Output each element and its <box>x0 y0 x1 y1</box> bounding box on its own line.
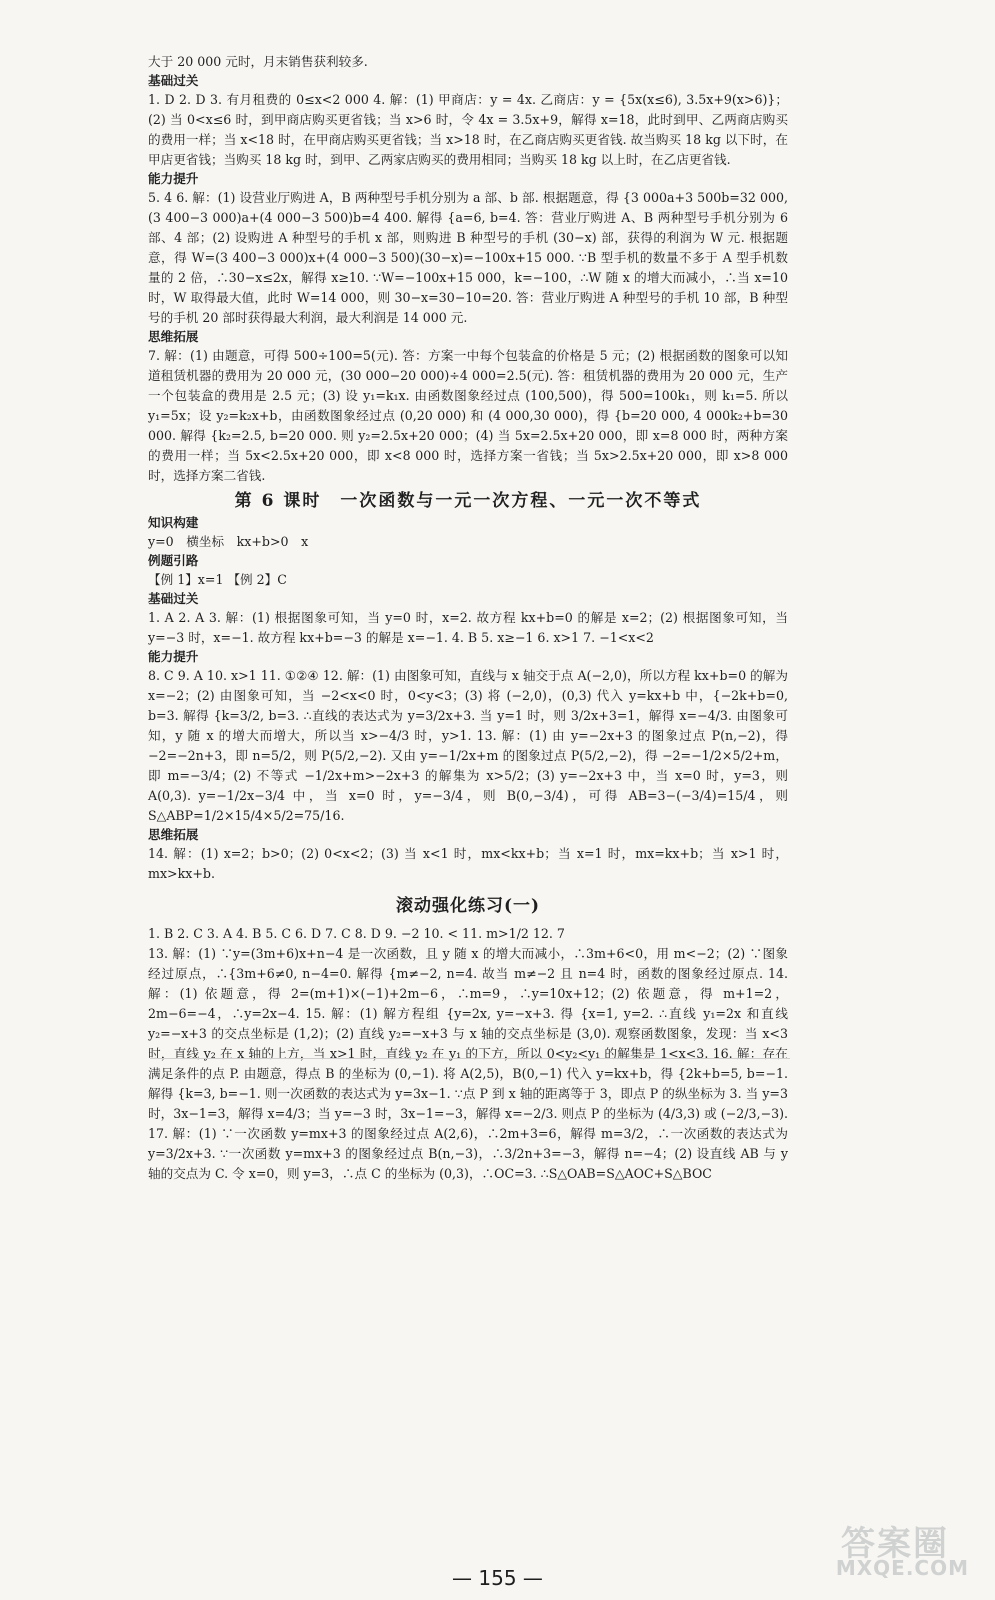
answer-paragraph: 13. 解：(1) ∵y=(3m+6)x+n−4 是一次函数，且 y 随 x 的增大而减小，∴3m+6<0，用 m<−2；(2) ∵图象经过原点，∴{3m+6≠0, n−4=0. 解得 {m≠−2, n=4. 故当 m≠−2 且 n=4 时，函数的图象经过原点. 14. 解：(1) 依题意，得 2=(m+1)×(−1)+2m−6，∴m=9，∴y=10x+12；(2) 依题意，得 m+1=2，2m−6=−4，∴y=2x−4. 15. 解：(1) 解方程组 {y=2x, y=−x+3. 得 {x=1, y=2. ∴直线 y₁=2x 和直线 y₂=−x+3 的交点坐标是 (1,2)；(2) 直线 y₂=−x+3 与 x 轴的交点坐标是 (3,0). 观察函数图象，发现：当 x<3 时，直线 y₂ 在 x 轴的上方，当 x>1 时，直线 y₂ 在 y₁ 的下方，所以 0<y₂<y₁ 的解集是 1<x<3. 16. 解：存在满足条件的点 P. 由题意，得点 B 的坐标为 (0,−1). 将 A(2,5)，B(0,−1) 代入 y=kx+b，得 {2k+b=5, b=−1. 解得 {k=3, b=−1. 则一次函数的表达式为 y=3x−1. ∵点 P 到 x 轴的距离等于 3，即点 P 的纵坐标为 3. 当 y=3 时，3x−1=3，解得 x=4/3；当 y=−3 时，3x−1=−3，解得 x=−2/3. 则点 P 的坐标为 (4/3,3) 或 (−2/3,−3). 17. 解：(1) ∵一次函数 y=mx+3 的图象经过点 A(2,6)，∴2m+3=6，解得 m=3/2，∴一次函数的表达式为 y=3/2x+3. ∵一次函数 y=mx+3 的图象经过点 B(n,−3)，∴3/2n+3=−3，解得 n=−4；(2) 设直线 AB 与 y 轴的交点为 C. 令 x=0，则 y=3，∴点 C 的坐标为 (0,3)，∴OC=3. ∴S△OAB=S△AOC+S△BOC <box>148 946 788 1181</box>
divider-line <box>150 1058 790 1059</box>
answer-paragraph: 7. 解：(1) 由题意，可得 500÷100=5(元). 答：方案一中每个包装盒的价格是 5 元；(2) 根据函数的图象可以知道租赁机器的费用为 20 000 元，(30 000−20 000)÷4 000=2.5(元). 答：租赁机器的费用为 20 000 元，生产一个包装盒的费用是 2.5 元；(3) 设 y₁=k₁x. 由函数图象经过点 (100,500)，得 500=100k₁，则 k₁=5. 所以 y₁=5x；设 y₂=k₂x+b，由函数图象经过点 (0,20 000) 和 (4 000,30 000)，得 {b=20 000, 4 000k₂+b=30 000. 解得 {k₂=2.5, b=20 000. 则 y₂=2.5x+20 000；(4) 当 5x=2.5x+20 000，即 x=8 000 时，两种方案的费用一样；当 5x<2.5x+20 000，即 x<8 000 时，选择方案一省钱；当 5x>2.5x+20 000，即 x>8 000 时，选择方案二省钱. <box>148 348 788 483</box>
section-heading: 知识构建 <box>148 515 199 530</box>
answer-paragraph: 8. C 9. A 10. x>1 11. ①②④ 12. 解：(1) 由图象可知，直线与 x 轴交于点 A(−2,0)，所以方程 kx+b=0 的解为 x=−2；(2) 由图象可知，当 −2<x<0 时，0<y<3；(3) 将 (−2,0)，(0,3) 代入 y=kx+b 中，{−2k+b=0, b=3. 解得 {k=3/2, b=3. ∴直线的表达式为 y=3/2x+3. 当 y=1 时，则 3/2x+3=1，解得 x=−4/3. 由图象可知，y 随 x 的增大而增大，所以当 x>−4/3 时，y>1. 13. 解：(1) 由 y=−2x+3 的图象过点 P(n,−2)，得 −2=−2n+3，即 n=5/2，则 P(5/2,−2). 又由 y=−1/2x+m 的图象过点 P(5/2,−2)，得 −2=−1/2×5/2+m，即 m=−3/4；(2) 不等式 −1/2x+m>−2x+3 的解集为 x>5/2；(3) y=−2x+3 中，当 x=0 时，y=3，则 A(0,3). y=−1/2x−3/4 中，当 x=0 时，y=−3/4，则 B(0,−3/4)，可得 AB=3−(−3/4)=15/4，则 S△ABP=1/2×15/4×5/2=75/16. <box>148 668 788 823</box>
section-heading: 能力提升 <box>148 171 199 186</box>
answer-paragraph: 14. 解：(1) x=2；b>0；(2) 0<x<2；(3) 当 x<1 时，mx<kx+b；当 x=1 时，mx=kx+b；当 x>1 时，mx>kx+b. <box>148 846 788 881</box>
drill-title: 滚动强化练习(一) <box>395 896 541 916</box>
section-heading: 例题引路 <box>148 553 199 568</box>
section-heading: 能力提升 <box>148 649 199 664</box>
lesson-title: 第 6 课时 一次函数与一元一次方程、一元一次不等式 <box>234 491 702 511</box>
section-heading: 思维拓展 <box>148 329 199 344</box>
answer-paragraph: 1. B 2. C 3. A 4. B 5. C 6. D 7. C 8. D 9. −2 10. < 11. m>1/2 12. 7 <box>148 926 565 941</box>
answer-paragraph: y=0 横坐标 kx+b>0 x <box>148 534 309 549</box>
watermark-logo <box>769 1516 969 1582</box>
answer-column <box>148 52 788 1184</box>
section-heading: 思维拓展 <box>148 827 199 842</box>
answer-paragraph: 5. 4 6. 解：(1) 设营业厅购进 A，B 两种型号手机分别为 a 部、b 部. 根据题意，得 {3 000a+3 500b=32 000, (3 400−3 000)a+(4 000−3 500)b=4 400. 解得 {a=6, b=4. 答：营业厅购进 A、B 两种型号手机分别为 6 部、4 部；(2) 设购进 A 种型号的手机 x 部，则购进 B 种型号的手机 (30−x) 部，获得的利润为 W 元. 根据题意，得 W=(3 400−3 000)x+(4 000−3 500)(30−x)=−100x+15 000. ∵B 型手机的数量不多于 A 型手机数量的 2 倍，∴30−x≤2x，解得 x≥10. ∵W=−100x+15 000，k=−100，∴W 随 x 的增大而减小，∴当 x=10 时，W 取得最大值，此时 W=14 000，则 30−x=30−10=20. 答：营业厅购进 A 种型号的手机 10 部，B 种型号的手机 20 部时获得最大利润，最大利润是 14 000 元. <box>148 190 788 325</box>
answer-paragraph: 大于 20 000 元时，月末销售获利较多. <box>148 54 368 69</box>
page-number: — 155 — <box>452 1566 543 1590</box>
watermark-text: 答案圈 <box>841 1524 949 1564</box>
answer-paragraph: 【例 1】x=1 【例 2】C <box>148 572 287 587</box>
answer-paragraph: 1. D 2. D 3. 有月租费的 0≤x<2 000 4. 解：(1) 甲商店：y = 4x. 乙商店：y = {5x(x≤6), 3.5x+9(x>6)}；(2) 当 0<x≤6 时，到甲商店购买更省钱；当 x>6 时，令 4x = 3.5x+9，解得 x=18，此时到甲、乙两商店购买的费用一样；当 x<18 时，在甲商店购买更省钱；当 x>18 时，在乙商店购买更省钱. 故当购买 18 kg 以下时，在甲店更省钱；当购买 18 kg 时，到甲、乙两家店购买的费用相同；当购买 18 kg 以上时，在乙店更省钱. <box>148 92 788 167</box>
answer-paragraph: 1. A 2. A 3. 解：(1) 根据图象可知，当 y=0 时，x=2. 故方程 kx+b=0 的解是 x=2；(2) 根据图象可知，当 y=−3 时，x=−1. 故方程 kx+b=−3 的解是 x=−1. 4. B 5. x≥−1 6. x>1 7. −1<x<2 <box>148 610 788 645</box>
watermark-url: MXQE.COM <box>835 1556 969 1580</box>
section-heading: 基础过关 <box>148 591 199 606</box>
section-heading: 基础过关 <box>148 73 199 88</box>
